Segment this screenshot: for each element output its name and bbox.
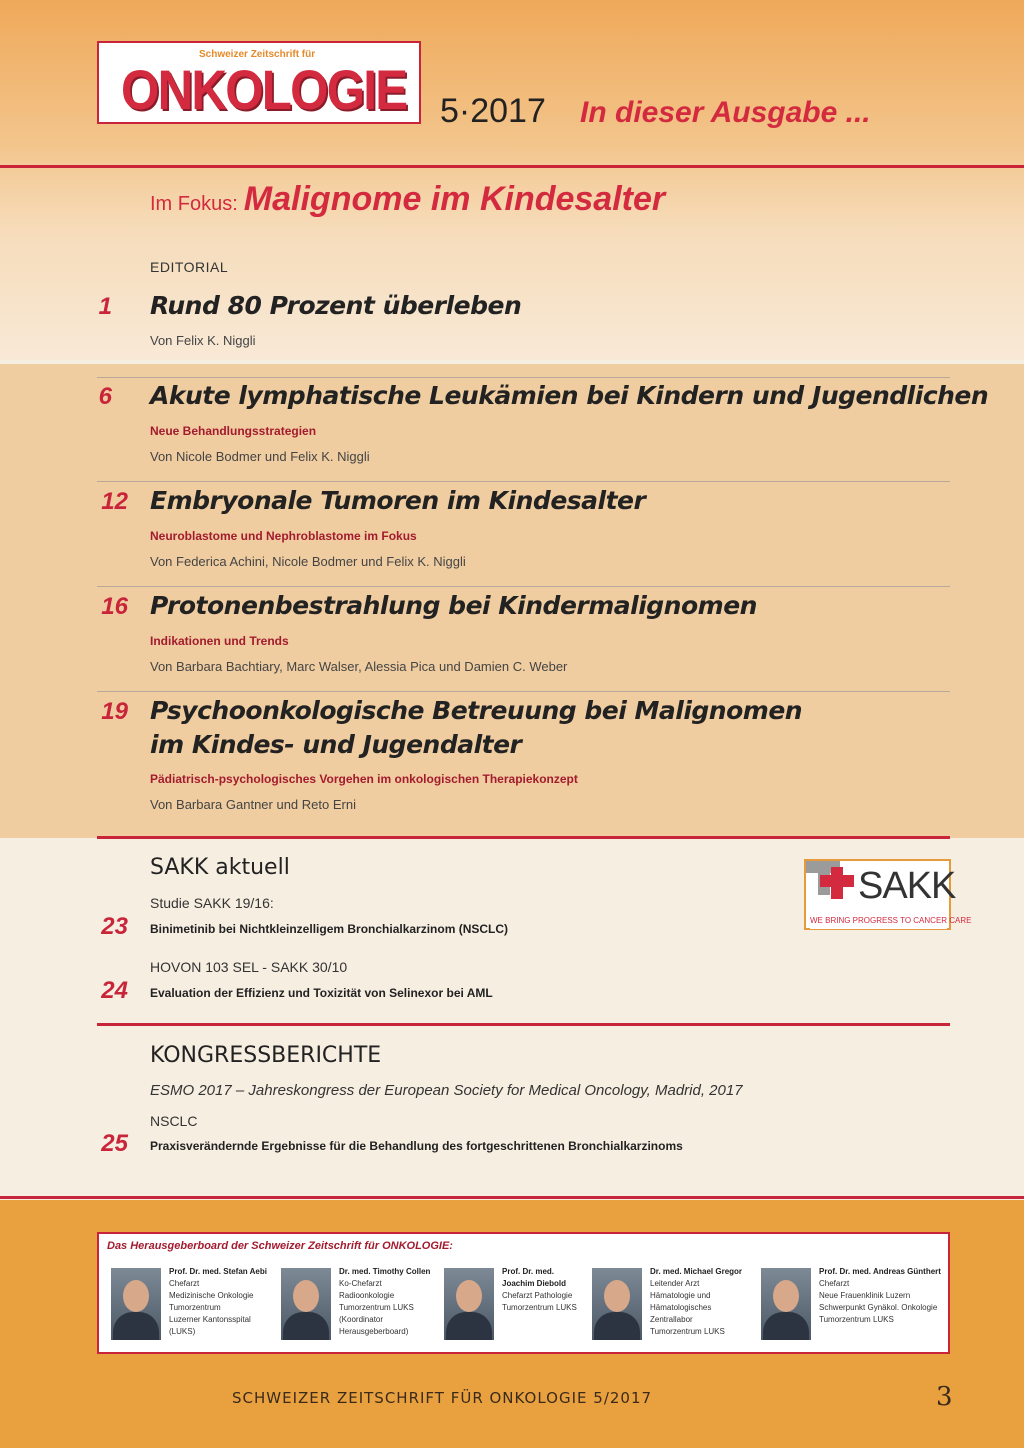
logo-main-text: ONKOLOGIE bbox=[121, 58, 407, 121]
focus-title: Malignome im Kindesalter bbox=[243, 180, 666, 218]
member-line: Luzerner Kantonsspital bbox=[169, 1315, 251, 1324]
member-line: Chefarzt bbox=[169, 1279, 200, 1288]
member-name-line2: Joachim Diebold bbox=[502, 1279, 567, 1288]
kongress-page-number: 25 bbox=[101, 1130, 128, 1157]
member-line: Radioonkologie bbox=[339, 1291, 395, 1300]
article-title-line1[interactable]: Psychoonkologische Betreuung bei Malignomen bbox=[150, 696, 803, 725]
sakk-heading: SAKK aktuell bbox=[150, 855, 290, 880]
member-line: Herausgeberboard) bbox=[339, 1327, 409, 1336]
section-divider bbox=[97, 1023, 950, 1026]
member-line: Schwerpunkt Gynäkol. Onkologie bbox=[819, 1303, 938, 1312]
member-line: (LUKS) bbox=[169, 1327, 196, 1336]
member-line: Tumorzentrum LUKS bbox=[650, 1327, 725, 1336]
member-photo bbox=[111, 1268, 161, 1340]
editorial-page-number: 1 bbox=[98, 293, 112, 320]
article-page-number: 6 bbox=[98, 383, 112, 410]
journal-logo bbox=[97, 41, 421, 124]
member-line: Ko-Chefarzt bbox=[339, 1279, 382, 1288]
focus-label: Im Fokus: bbox=[150, 193, 238, 215]
member-name: Dr. med. Michael Gregor bbox=[650, 1267, 743, 1276]
member-name: Prof. Dr. med. Andreas Günthert bbox=[819, 1267, 941, 1276]
sakk-item-label: Studie SAKK 19/16: bbox=[150, 895, 274, 911]
article-page-number: 19 bbox=[101, 698, 128, 725]
footer-divider bbox=[0, 1196, 1024, 1199]
header-divider bbox=[0, 165, 1024, 168]
member-line: Tumorzentrum LUKS bbox=[339, 1303, 414, 1312]
sakk-item-page-number: 23 bbox=[101, 913, 128, 940]
sakk-logo-tagline: WE BRING PROGRESS TO CANCER CARE bbox=[810, 916, 947, 929]
member-photo bbox=[592, 1268, 642, 1340]
article-subtitle: Pädiatrisch-psychologisches Vorgehen im onkologischen Therapiekonzept bbox=[150, 772, 578, 786]
logo-small-text: Schweizer Zeitschrift für bbox=[199, 49, 316, 60]
footer-journal-name: SCHWEIZER ZEITSCHRIFT FÜR ONKOLOGIE 5/2017 bbox=[232, 1389, 653, 1407]
divider bbox=[97, 586, 950, 587]
member-name: Dr. med. Timothy Collen bbox=[339, 1267, 431, 1276]
article-author: Von Federica Achini, Nicole Bodmer und Felix K. Niggli bbox=[150, 554, 466, 569]
member-line: Tumorzentrum LUKS bbox=[502, 1303, 577, 1312]
kongress-event: ESMO 2017 – Jahreskongress der European Society for Medical Oncology, Madrid, 2017 bbox=[150, 1082, 743, 1099]
article-page-number: 16 bbox=[101, 593, 128, 620]
kongress-title[interactable]: Praxisverändernde Ergebnisse für die Behandlung des fortgeschrittenen Bronchialkarzinoms bbox=[150, 1139, 683, 1153]
sakk-item-label: HOVON 103 SEL - SAKK 30/10 bbox=[150, 959, 348, 975]
article-author: Von Nicole Bodmer und Felix K. Niggli bbox=[150, 449, 370, 464]
editorial-label: EDITORIAL bbox=[150, 259, 229, 275]
member-line: Medizinische Onkologie bbox=[169, 1291, 254, 1300]
member-line: Chefarzt bbox=[819, 1279, 850, 1288]
article-title[interactable]: Protonenbestrahlung bei Kindermalignomen bbox=[150, 591, 757, 620]
divider bbox=[97, 691, 950, 692]
issue-number: 5·2017 bbox=[440, 92, 546, 130]
sakk-item-title[interactable]: Binimetinib bei Nichtkleinzelligem Bronchialkarzinom (NSCLC) bbox=[150, 922, 509, 936]
editorial-author: Von Felix K. Niggli bbox=[150, 333, 256, 348]
divider bbox=[97, 377, 950, 378]
sakk-item-page-number: 24 bbox=[101, 977, 128, 1004]
sakk-logo bbox=[804, 859, 972, 930]
article-page-number: 12 bbox=[101, 488, 128, 515]
member-line: Leitender Arzt bbox=[650, 1279, 700, 1288]
kongress-heading: KONGRESSBERICHTE bbox=[150, 1043, 382, 1068]
article-title[interactable]: Akute lymphatische Leukämien bei Kindern und Jugendlichen bbox=[150, 381, 989, 410]
member-line: Tumorzentrum LUKS bbox=[819, 1315, 894, 1324]
board-title: Das Herausgeberboard der Schweizer Zeitschrift für ONKOLOGIE: bbox=[107, 1240, 453, 1252]
member-photo bbox=[281, 1268, 331, 1340]
article-title-line2[interactable]: im Kindes- und Jugendalter bbox=[150, 730, 522, 759]
article-author: Von Barbara Bachtiary, Marc Walser, Alessia Pica und Damien C. Weber bbox=[150, 659, 568, 674]
issue-subtitle: In dieser Ausgabe ... bbox=[580, 96, 871, 129]
member-line: Hämatologie und bbox=[650, 1291, 711, 1300]
member-line: Hämatologisches bbox=[650, 1303, 712, 1312]
member-photo bbox=[761, 1268, 811, 1340]
member-line: Chefarzt Pathologie bbox=[502, 1291, 573, 1300]
member-line: Tumorzentrum bbox=[169, 1303, 221, 1312]
footer-page-number: 3 bbox=[936, 1382, 953, 1412]
article-subtitle: Neue Behandlungsstrategien bbox=[150, 424, 317, 438]
article-author: Von Barbara Gantner und Reto Erni bbox=[150, 797, 356, 812]
section-divider bbox=[97, 836, 950, 839]
member-line: Zentrallabor bbox=[650, 1315, 693, 1324]
member-photo bbox=[444, 1268, 494, 1340]
editorial-board bbox=[97, 1232, 950, 1354]
kongress-label: NSCLC bbox=[150, 1113, 198, 1129]
member-name: Prof. Dr. med. bbox=[502, 1267, 555, 1276]
sakk-item-title[interactable]: Evaluation der Effizienz und Toxizität von Selinexor bei AML bbox=[150, 986, 493, 1000]
member-line: (Koordinator bbox=[339, 1315, 384, 1324]
article-subtitle: Neuroblastome und Nephroblastome im Fokus bbox=[150, 529, 417, 543]
member-name: Prof. Dr. med. Stefan Aebi bbox=[169, 1267, 267, 1276]
sakk-logo-text: SAKK bbox=[858, 865, 956, 907]
article-title[interactable]: Embryonale Tumoren im Kindesalter bbox=[150, 486, 646, 515]
focus-heading bbox=[150, 180, 665, 219]
editorial-title[interactable]: Rund 80 Prozent überleben bbox=[150, 291, 522, 320]
article-subtitle: Indikationen und Trends bbox=[150, 634, 289, 648]
member-line: Neue Frauenklinik Luzern bbox=[819, 1291, 911, 1300]
divider bbox=[97, 481, 950, 482]
